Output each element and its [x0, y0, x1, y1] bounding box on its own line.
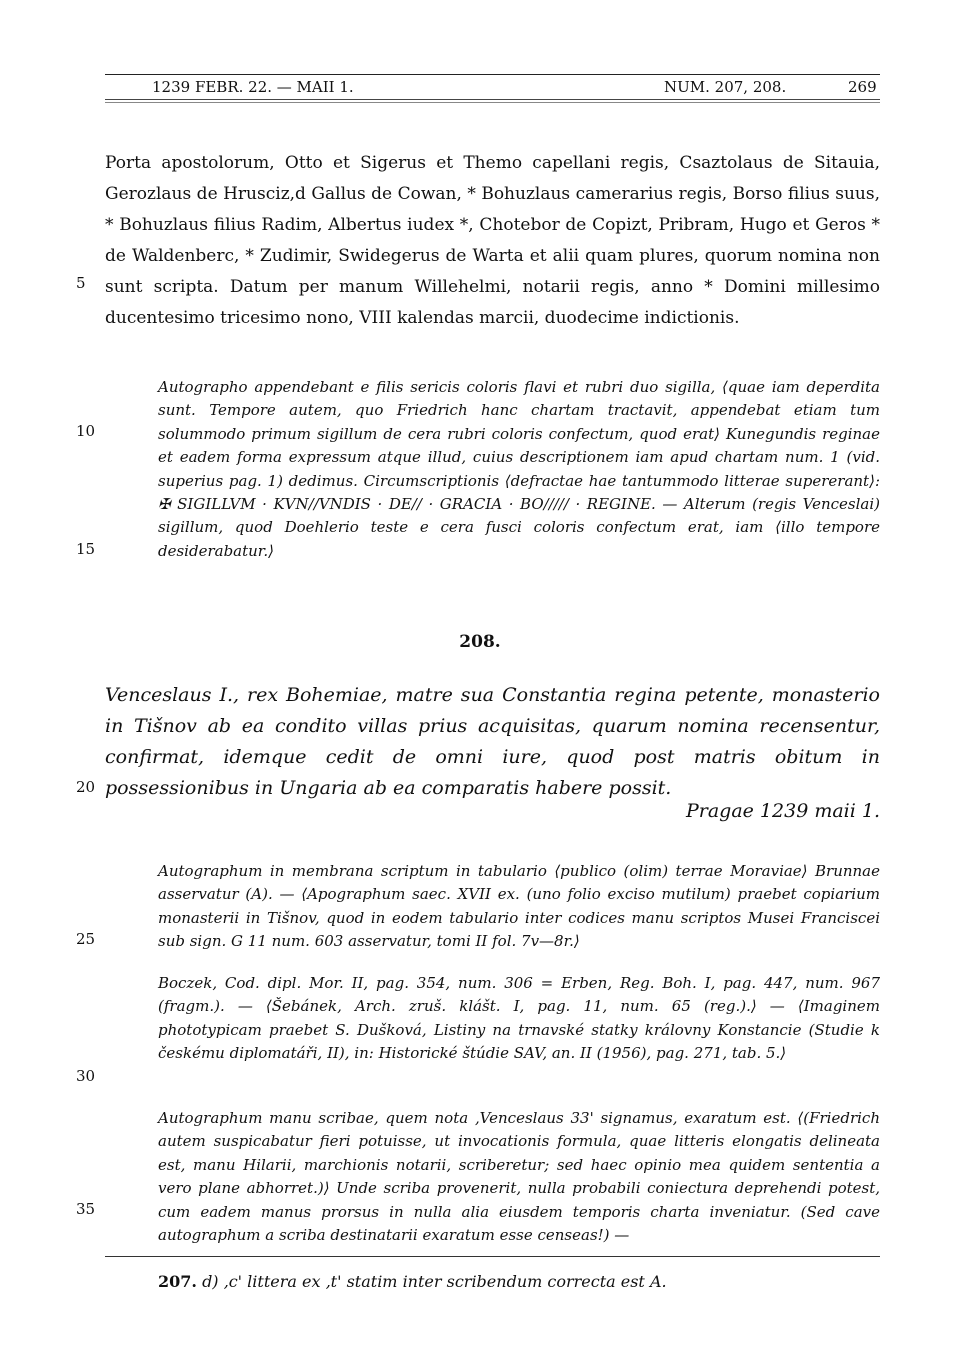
- line-number-25: 25: [76, 930, 96, 948]
- line-number-30: 30: [76, 1067, 96, 1085]
- footnote-text: d) ‚c' littera ex ‚t' statim inter scribendum correcta est A.: [202, 1272, 667, 1291]
- page-number: 269: [848, 78, 877, 96]
- line-number-15: 15: [76, 540, 96, 558]
- regest-208: Venceslaus I., rex Bohemiae, matre sua Constantia regina petente, monasterio in Tišnov ab ea condito villas prius acquisitas, quarum nomina recensentur, confirmat, idemque cedit de omni iure, quod post matris obitum in possessionibus in Ungaria ab ea comparatis habere possit.: [105, 684, 880, 799]
- running-head-dates: 1239 FEBR. 22. — MAII 1.: [152, 78, 354, 96]
- line-number-20: 20: [76, 778, 96, 796]
- note-208-tradition: Autographum in membrana scriptum in tabulario ⟨publico (olim) terrae Moraviae⟩ Brunnae asservatur (A). — ⟨Apographum saec. XVII ex. (uno folio exciso mutilum) praebet copiarium monasterii in Tišnov, quod in eodem tabulario inter codices manu scriptos Musei Franciscei sub sign. G 11 num. 603 asservatur, tomi II fol. 7v—8r.⟩: [158, 862, 880, 951]
- document-number: 208.: [459, 632, 501, 652]
- note-207-seals: Autographo appendebant e filis sericis coloris flavi et rubri duo sigilla, ⟨quae iam deperdita sunt. Tempore autem, quo Friedrich hanc chartam tractavit, appendebat etiam tum solummodo primum sigillum de cera rubri coloris confectum, quod erat⟩ Kunegundis reginae et eadem forma expressum atque illud, cuius descriptionem iam apud chartam num. 1 (vid. superius pag. 1) dedimus. Circumscriptionis ⟨defractae hae tantummodo litterae supererant⟩: ✠ SIGILLVM · KVN//VNDIS · DE// · GRACIA · BO///// · REGINE. — Alterum (regis Venceslai) sigillum, quod Doehlerio teste e cera fusci coloris confectum erat, iam ⟨illo tempore desiderabatur.⟩: [158, 378, 880, 560]
- header-double-rule: [105, 99, 880, 103]
- header-top-rule: [105, 74, 880, 75]
- footnote-ref: 207.: [158, 1272, 197, 1291]
- line-number-10: 10: [76, 422, 96, 440]
- line-number-5: 5: [76, 274, 86, 292]
- note-208-editions: Boczek, Cod. dipl. Mor. II, pag. 354, num. 306 = Erben, Reg. Boh. I, pag. 447, num. 967 (fragm.). — ⟨Šebánek, Arch. zruš. klášt. I, pag. 11, num. 65 (reg.).⟩ — ⟨Imaginem phototypicam praebet S. Dušková, Listiny na trnavské statky královny Konstancie (Studie k českému diplomatáři, II), in: Historické štúdie SAV, an. II (1956), pag. 271, tab. 5.⟩: [158, 974, 880, 1063]
- footnote-rule: [105, 1256, 880, 1257]
- charter-text-207: Porta apostolorum, Otto et Sigerus et Themo capellani regis, Csaztolaus de Sitauia, Gerozlaus de Hrusciz,d Gallus de Cowan, * Bohuzlaus camerarius regis, Borso filius suus, * Bohuzlaus filius Radim, Albertus iudex *, Chotebor de Copizt, Pribram, Hugo et Geros * de Waldenberc, * Zudimir, Swidegerus de Warta et alii quam plures, quorum nomina non sunt scripta. Datum per manum Willehelmi, notarii regis, anno * Domini millesimo ducentesimo tricesimo nono, VIII kalendas marcii, duodecime indictionis.: [105, 153, 880, 328]
- place-and-date: Pragae 1239 maii 1.: [685, 800, 880, 822]
- note-208-scribe: Autographum manu scribae, quem nota ‚Venceslaus 33' signamus, exaratum est. ⟨(Friedrich autem suspicabatur fieri potuisse, ut invocationis formula, quae litteris elongatis delineata est, manu Hilarii, marchionis notarii, scriberetur; sed haec opinio mea quidem sententia a vero plane abhorret.)⟩ Unde scriba provenerit, nulla probabili coniectura deprehendi potest, cum eadem manus prorsus in nulla alia eiusdem temporis charta inveniatur. (Sed cave autographum a scriba destinatarii exaratum esse censeas!) —: [158, 1109, 880, 1245]
- footnote: [158, 1272, 667, 1291]
- running-head-numbers: NUM. 207, 208.: [664, 78, 787, 96]
- line-number-35: 35: [76, 1200, 96, 1218]
